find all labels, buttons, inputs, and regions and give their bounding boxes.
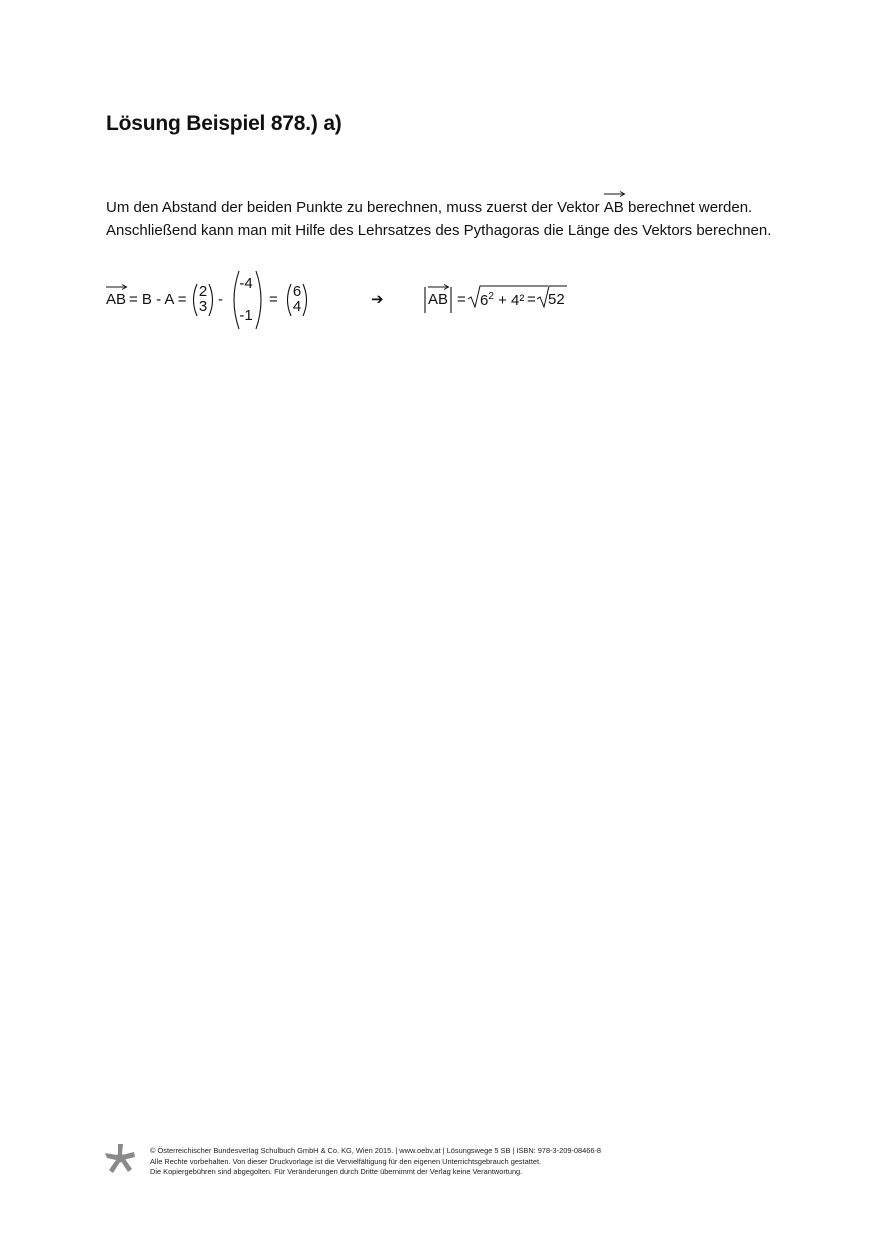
sqrt-radicand-1 (480, 291, 524, 309)
formula-equals-3: = (457, 291, 466, 308)
vector-b-x: 2 (198, 283, 208, 300)
formula-vector-ab-text: AB (106, 291, 127, 308)
formula-equals-4: = (527, 291, 536, 308)
footer-line-1: © Österreichischer Bundesverlag Schulbuch GmbH & Co. KG, Wien 2015. | www.oebv.at | Lösungswege 5 SB | ISBN: 978-3-209-08466-8 (150, 1146, 602, 1155)
vector-result-x: 6 (292, 283, 302, 300)
right-paren-icon (302, 283, 310, 317)
formula-equals-b-minus-a: = B - A = (129, 291, 187, 308)
footer-line-3: Die Kopiergebühren sind abgegolten. Für Veränderungen durch Dritte übernimmt der Verlag keine Verantwortung. (150, 1167, 523, 1176)
norm-bar-left-icon (424, 287, 427, 313)
paragraph-text-before: Um den Abstand der beiden Punkte zu berechnen, muss zuerst der Vektor (106, 199, 604, 216)
paragraph-line-2: Anschließend kann man mit Hilfe des Lehrsatzes des Pythagoras die Länge des Vektors berechnen. (106, 222, 772, 239)
implies-arrow-icon: ➔ (371, 291, 384, 308)
norm-vector-ab-text: AB (428, 291, 449, 308)
vector-result-y: 4 (292, 298, 302, 315)
vector-arrow-icon (604, 191, 626, 197)
right-paren-icon (208, 283, 216, 317)
footer-legal (150, 1146, 601, 1178)
formula-equals-2: = (269, 291, 278, 308)
page-title: Lösung Beispiel 878.) a) (106, 112, 342, 135)
sqrt-exponent: 2 (488, 291, 494, 302)
vector-a-column (236, 276, 256, 323)
right-paren-tall-icon (255, 270, 265, 330)
formula-minus: - (218, 291, 223, 308)
norm-vector-ab (428, 288, 448, 308)
paragraph-line-1 (106, 195, 826, 218)
vector-arrow-icon (106, 284, 128, 290)
formula-vector-ab (106, 288, 126, 308)
vector-arrow-icon (428, 284, 450, 290)
vector-ab-text: AB (603, 199, 624, 216)
formula-row (106, 270, 826, 332)
vector-b-y: 3 (198, 298, 208, 315)
footer-line-2: Alle Rechte vorbehalten. Von dieser Druckvorlage ist die Vervielfältigung für den eigenen Unterrichtsgebrauch gestattet. (150, 1156, 542, 1166)
paragraph-text-after: berechnet werden. (623, 199, 753, 216)
sqrt-base: 6 (480, 292, 489, 309)
vector-ab-label (604, 195, 624, 218)
sqrt-rest: + 4² (493, 292, 525, 309)
vector-a-x: -4 (239, 275, 253, 292)
sqrt-radicand-2: 52 (548, 291, 565, 308)
vector-a-y: -1 (239, 307, 253, 324)
norm-bar-right-icon (450, 287, 453, 313)
oebv-asterisk-logo-icon (104, 1143, 136, 1175)
